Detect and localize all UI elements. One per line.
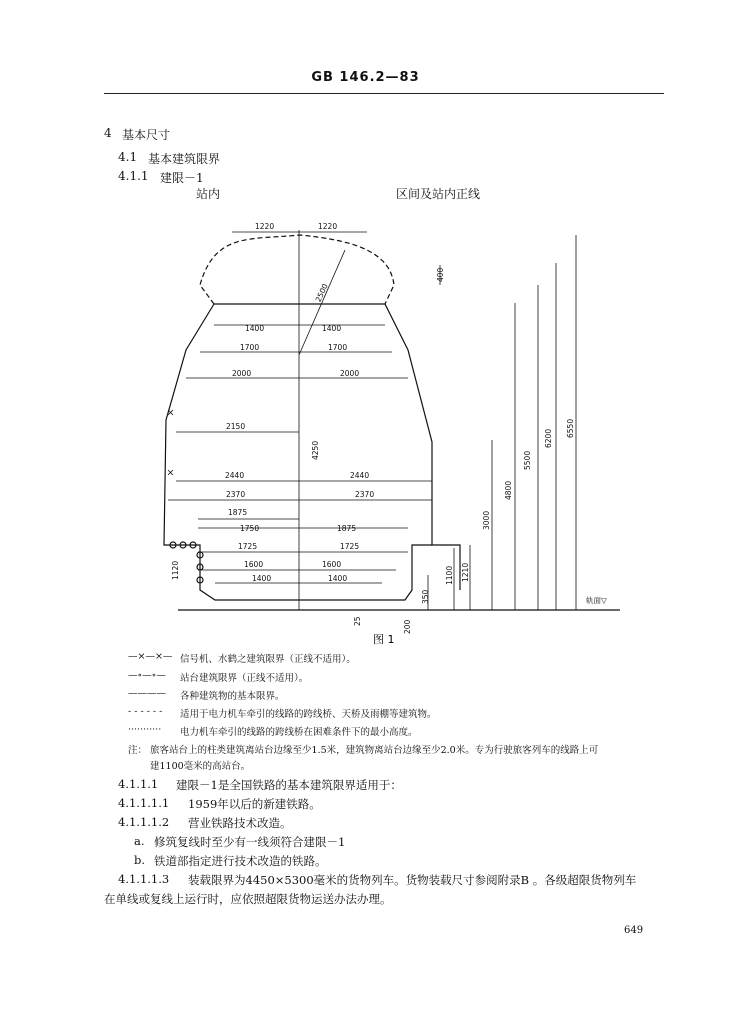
note-line-1: 旅客站台上的柱类建筑离站台边缘至少1.5米，建筑物离站台边缘至少2.0米。专为行驶旅客列车的线路上可 bbox=[150, 745, 599, 756]
dim-4800: 4800 bbox=[504, 480, 513, 500]
dim-1700-right: 1700 bbox=[328, 343, 348, 352]
dim-1725-left: 1725 bbox=[238, 542, 258, 551]
dim-6200: 6200 bbox=[544, 428, 553, 448]
clause-text: 营业铁路技术改造。 bbox=[188, 816, 292, 830]
section-411-title: 建限－1 bbox=[160, 171, 204, 185]
legend-symbol-platform: —∘—∘— bbox=[128, 670, 166, 681]
dim-350: 350 bbox=[421, 589, 430, 604]
dim-1875-left: 1875 bbox=[228, 508, 248, 517]
note-line-2: 建1100毫米的高站台。 bbox=[150, 761, 251, 772]
figure-right-title: 区间及站内正线 bbox=[396, 187, 481, 201]
dim-200: 200 bbox=[403, 619, 412, 634]
dim-1725-right: 1725 bbox=[340, 542, 360, 551]
dim-1875-right: 1875 bbox=[337, 524, 357, 533]
legend-text-min-height: 电力机车牵引的线路的跨线桥在困难条件下的最小高度。 bbox=[180, 727, 418, 738]
dim-25: 25 bbox=[353, 616, 362, 626]
clause-text: 建限－1是全国铁路的基本建筑限界适用于： bbox=[176, 778, 402, 792]
legend-text-basic: 各种建筑物的基本限界。 bbox=[180, 691, 285, 702]
clause-item-label: b. bbox=[134, 853, 146, 867]
dim-1750: 1750 bbox=[240, 524, 260, 533]
dim-3000: 3000 bbox=[482, 510, 491, 530]
dim-1400-bottom-right: 1400 bbox=[328, 574, 348, 583]
note-label: 注： bbox=[128, 745, 148, 756]
dim-2150: 2150 bbox=[226, 422, 246, 431]
figure-caption: 图 1 bbox=[373, 633, 395, 646]
dim-top-left: 1220 bbox=[255, 222, 275, 231]
legend-symbol-basic: ———— bbox=[128, 688, 166, 699]
clause-continuation: 在单线或复线上运行时，应依照超限货物运送办法办理。 bbox=[104, 892, 392, 906]
clause-number: 4.1.1.1.2 bbox=[118, 815, 170, 829]
section-4-title: 基本尺寸 bbox=[122, 128, 171, 142]
section-411-number: 4.1.1 bbox=[118, 169, 149, 183]
clause-text: 修筑复线时至少有一线须符合建限－1 bbox=[154, 835, 346, 849]
legend-text-signal: 信号机、水鹤之建筑限界（正线不适用）。 bbox=[180, 654, 356, 665]
legend-symbol-signal: —×—×— bbox=[128, 651, 173, 662]
dim-6550: 6550 bbox=[566, 418, 575, 438]
dim-2500: 2500 bbox=[313, 282, 330, 304]
dim-1120: 1120 bbox=[171, 560, 180, 580]
dim-top-right: 1220 bbox=[318, 222, 338, 231]
clause-text: 装载限界为4450×5300毫米的货物列车。货物装载尺寸参阅附录B 。各级超限货物列车 bbox=[188, 873, 637, 887]
dim-2000-right: 2000 bbox=[340, 369, 360, 378]
clause-number: 4.1.1.1.1 bbox=[118, 796, 170, 810]
dim-1700-left: 1700 bbox=[240, 343, 260, 352]
dim-2000-left: 2000 bbox=[232, 369, 252, 378]
figure-left-title: 站内 bbox=[196, 187, 221, 201]
dim-2370-left: 2370 bbox=[226, 490, 246, 499]
dim-1400-bottom-left: 1400 bbox=[252, 574, 272, 583]
rail-level-label: 轨面▽ bbox=[586, 596, 607, 605]
legend-text-platform: 站台建筑限界（正线不适用）。 bbox=[180, 673, 309, 684]
clause-number: 4.1.1.1.3 bbox=[118, 872, 170, 886]
clause-item-label: a. bbox=[134, 834, 145, 848]
dim-4250: 4250 bbox=[311, 440, 320, 460]
dim-1400-left: 1400 bbox=[245, 324, 265, 333]
dim-5500: 5500 bbox=[523, 450, 532, 470]
dim-1400-right: 1400 bbox=[322, 324, 342, 333]
legend-text-electric: 适用于电力机车牵引的线路的跨线桥、天桥及雨棚等建筑物。 bbox=[180, 709, 437, 720]
page-number: 649 bbox=[624, 925, 644, 936]
dim-2440-left: 2440 bbox=[225, 471, 245, 480]
standard-code-header: GB 146.2—83 bbox=[311, 70, 420, 85]
dim-2370-right: 2370 bbox=[355, 490, 375, 499]
dim-1100: 1100 bbox=[445, 565, 454, 585]
dim-1600-left: 1600 bbox=[244, 560, 264, 569]
clause-number: 4.1.1.1 bbox=[118, 777, 159, 791]
section-41-number: 4.1 bbox=[118, 150, 138, 164]
legend-symbol-electric: - - - - - - bbox=[128, 706, 163, 717]
dim-1600-right: 1600 bbox=[322, 560, 342, 569]
section-41-title: 基本建筑限界 bbox=[148, 152, 221, 166]
clause-text: 1959年以后的新建铁路。 bbox=[188, 797, 321, 811]
legend-symbol-min-height: ··········· bbox=[128, 724, 162, 735]
dim-1210: 1210 bbox=[461, 562, 470, 582]
dim-400: 400 bbox=[436, 267, 445, 282]
section-4-number: 4 bbox=[104, 126, 112, 140]
dim-2440-right: 2440 bbox=[350, 471, 370, 480]
clause-text: 铁道部指定进行技术改造的铁路。 bbox=[154, 854, 327, 868]
